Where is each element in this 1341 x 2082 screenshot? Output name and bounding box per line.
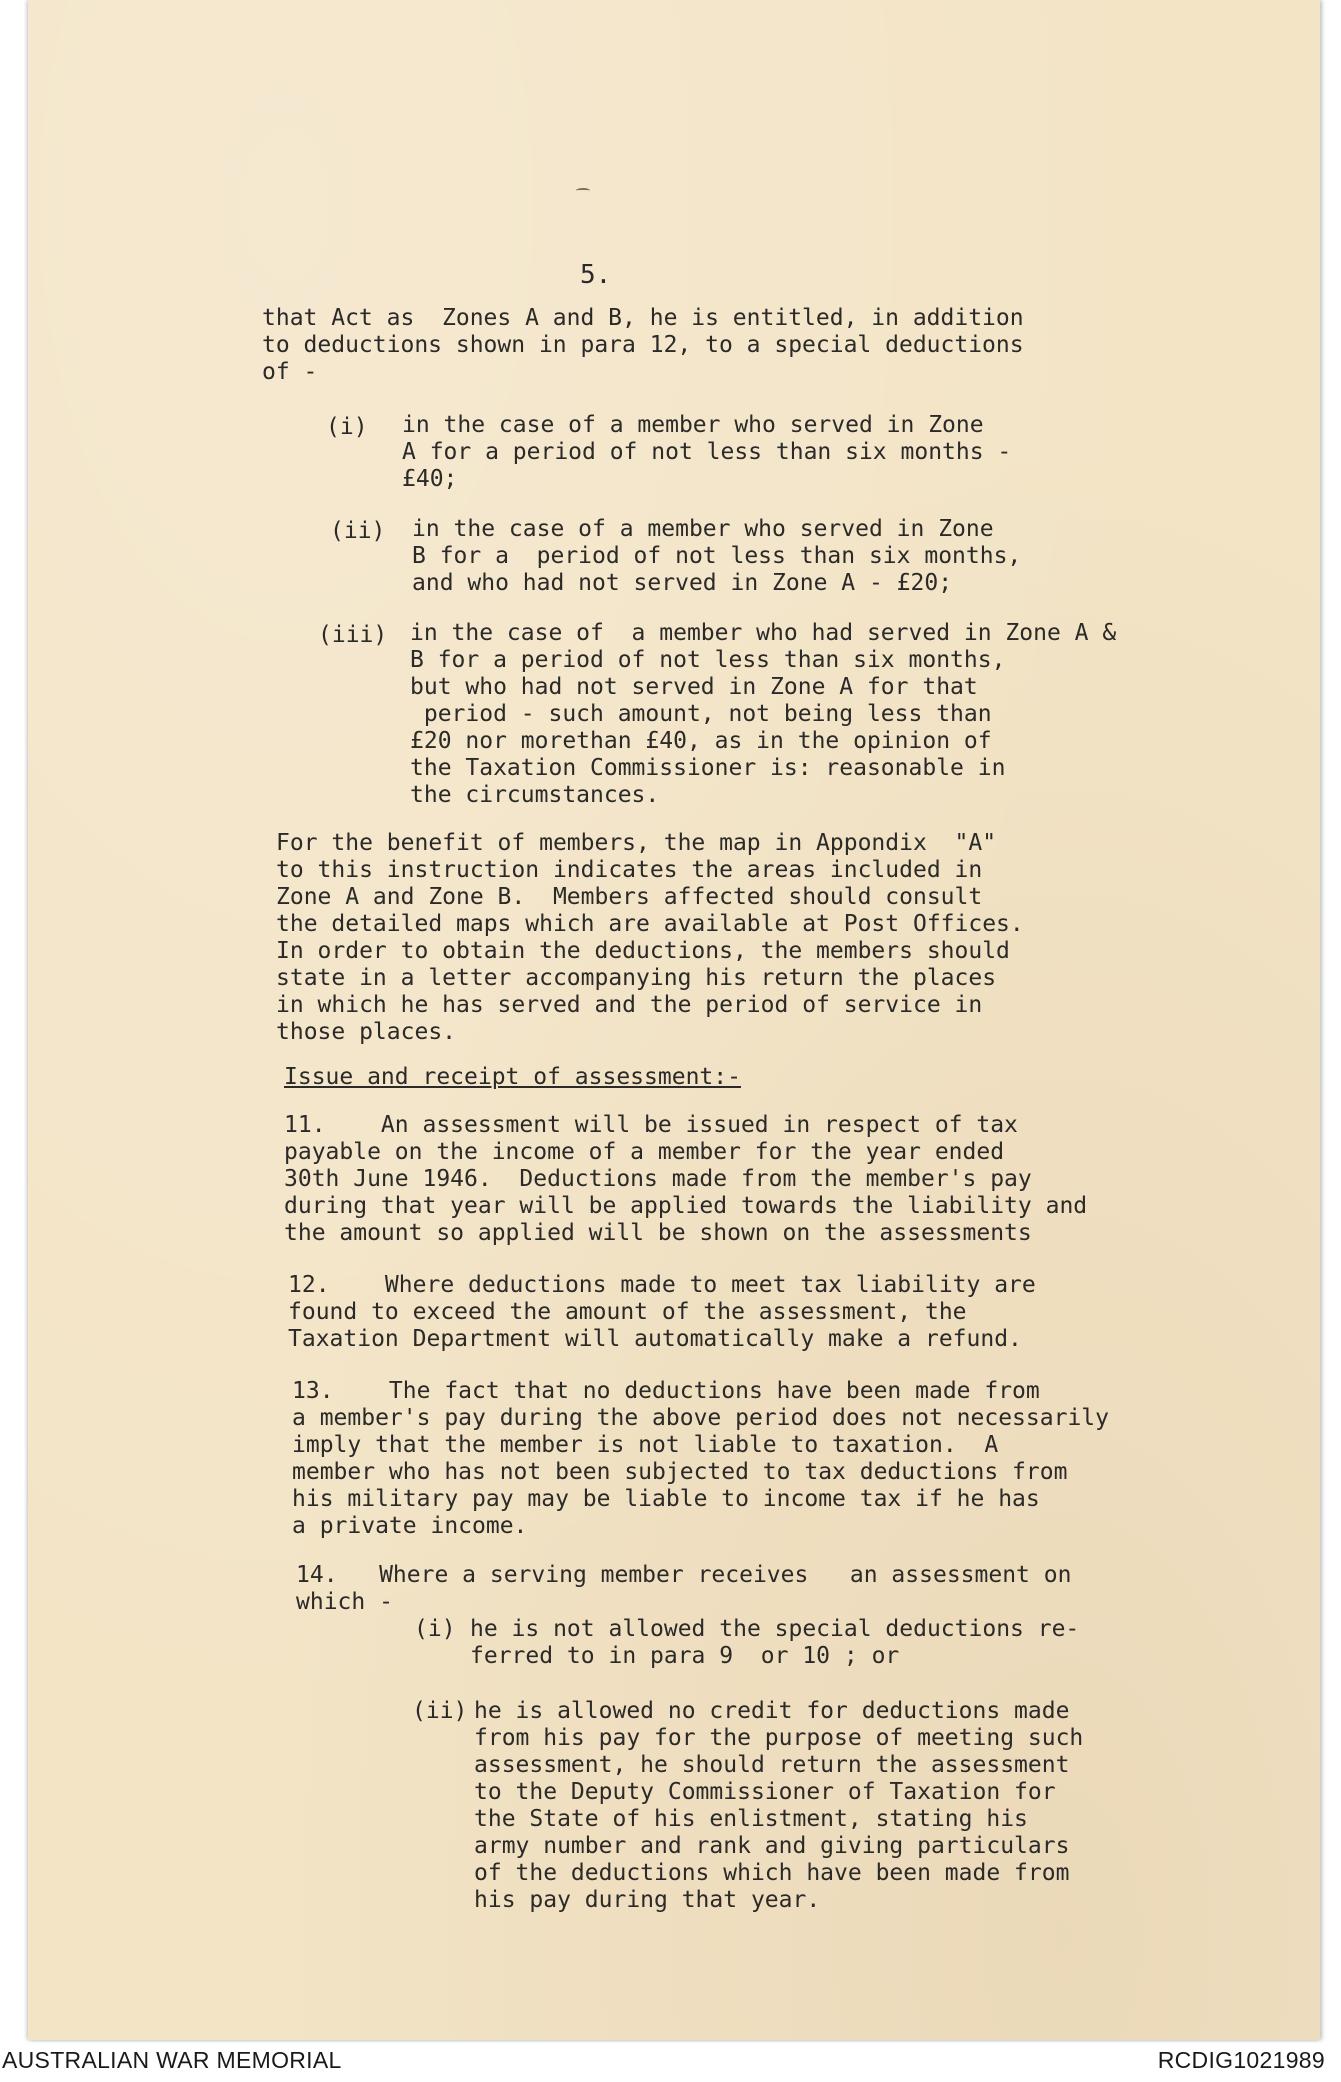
item-line: but who had not served in Zone A for that — [410, 674, 978, 700]
paragraph-line: found to exceed the amount of the assessment, the — [288, 1299, 967, 1325]
item-line: he is not allowed the special deductions re- — [470, 1616, 1080, 1642]
item-line: £40; — [402, 466, 458, 492]
paragraph-line: 14. Where a serving member receives an assessment on — [296, 1562, 1072, 1588]
page-number: 5. — [580, 260, 612, 290]
item-marker: (ii) — [412, 1698, 468, 1724]
paragraph-line: his military pay may be liable to income tax if he has — [292, 1486, 1040, 1512]
paragraph-line: the detailed maps which are available at Post Offices. — [276, 911, 1024, 937]
footer-record-id: RCDIG1021989 — [1157, 2047, 1325, 2073]
paragraph-line: imply that the member is not liable to taxation. A — [292, 1432, 999, 1458]
paragraph-line: in which he has served and the period of service in — [276, 992, 983, 1018]
item-line: to the Deputy Commissioner of Taxation for — [474, 1779, 1056, 1805]
item-line: his pay during that year. — [474, 1887, 821, 1913]
item-line: in the case of a member who served in Zone — [402, 412, 984, 438]
paragraph-line: In order to obtain the deductions, the members should — [276, 938, 1010, 964]
paragraph-line: 30th June 1946. Deductions made from the member's pay — [284, 1166, 1032, 1192]
item-marker: (ii) — [330, 518, 386, 544]
item-line: from his pay for the purpose of meeting such — [474, 1725, 1084, 1751]
item-line: the State of his enlistment, stating his — [474, 1806, 1028, 1832]
intro-line: of - — [262, 359, 318, 385]
item-line: army number and rank and giving particulars — [474, 1833, 1070, 1859]
paragraph-line: 12. Where deductions made to meet tax liability are — [288, 1272, 1036, 1298]
paragraph-line: Taxation Department will automatically make a refund. — [288, 1326, 1022, 1352]
item-line: of the deductions which have been made from — [474, 1860, 1070, 1886]
intro-line: to deductions shown in para 12, to a special deductions — [262, 332, 1024, 358]
paragraph-line: For the benefit of members, the map in Appondix "A" — [276, 830, 997, 856]
item-marker: (i) — [414, 1616, 456, 1642]
paragraph-line: state in a letter accompanying his return the places — [276, 965, 997, 991]
paragraph-line: those places. — [276, 1019, 457, 1045]
item-line: ferred to in para 9 or 10 ; or — [470, 1643, 900, 1669]
section-heading: Issue and receipt of assessment:- — [284, 1064, 741, 1090]
paragraph-line: which - — [296, 1589, 393, 1615]
typed-text-area — [28, 0, 1320, 2040]
paragraph-line: a member's pay during the above period does not necessarily — [292, 1405, 1109, 1431]
paragraph-line: payable on the income of a member for the year ended — [284, 1139, 1005, 1165]
item-line: period - such amount, not being less than — [410, 701, 992, 727]
item-line: assessment, he should return the assessment — [474, 1752, 1070, 1778]
paragraph-line: to this instruction indicates the areas included in — [276, 857, 983, 883]
item-marker: (iii) — [318, 622, 388, 648]
intro-line: that Act as Zones A and B, he is entitled, in addition — [262, 305, 1024, 331]
footer-archive-name: AUSTRALIAN WAR MEMORIAL — [2, 2047, 342, 2073]
paragraph-line: 11. An assessment will be issued in respect of tax — [284, 1112, 1018, 1138]
item-line: B for a period of not less than six months, — [410, 647, 1006, 673]
paragraph-line: Zone A and Zone B. Members affected should consult — [276, 884, 983, 910]
item-line: B for a period of not less than six months, — [412, 543, 1022, 569]
paragraph-line: during that year will be applied towards the liability and — [284, 1193, 1088, 1219]
item-line: the Taxation Commissioner is: reasonable in — [410, 755, 1006, 781]
paragraph-line: the amount so applied will be shown on the assessments — [284, 1220, 1032, 1246]
item-line: and who had not served in Zone A - £20; — [412, 570, 953, 596]
paragraph-line: member who has not been subjected to tax deductions from — [292, 1459, 1068, 1485]
item-line: £20 nor morethan £40, as in the opinion of — [410, 728, 992, 754]
item-line: A for a period of not less than six months - — [402, 439, 1012, 465]
paragraph-line: 13. The fact that no deductions have been made from — [292, 1378, 1040, 1404]
item-marker: (i) — [326, 414, 368, 440]
item-line: in the case of a member who had served in Zone A & — [410, 620, 1117, 646]
item-line: he is allowed no credit for deductions made — [474, 1698, 1070, 1724]
document-page — [28, 0, 1320, 2040]
paragraph-line: a private income. — [292, 1513, 528, 1539]
item-line: the circumstances. — [410, 782, 660, 808]
item-line: in the case of a member who served in Zone — [412, 516, 994, 542]
